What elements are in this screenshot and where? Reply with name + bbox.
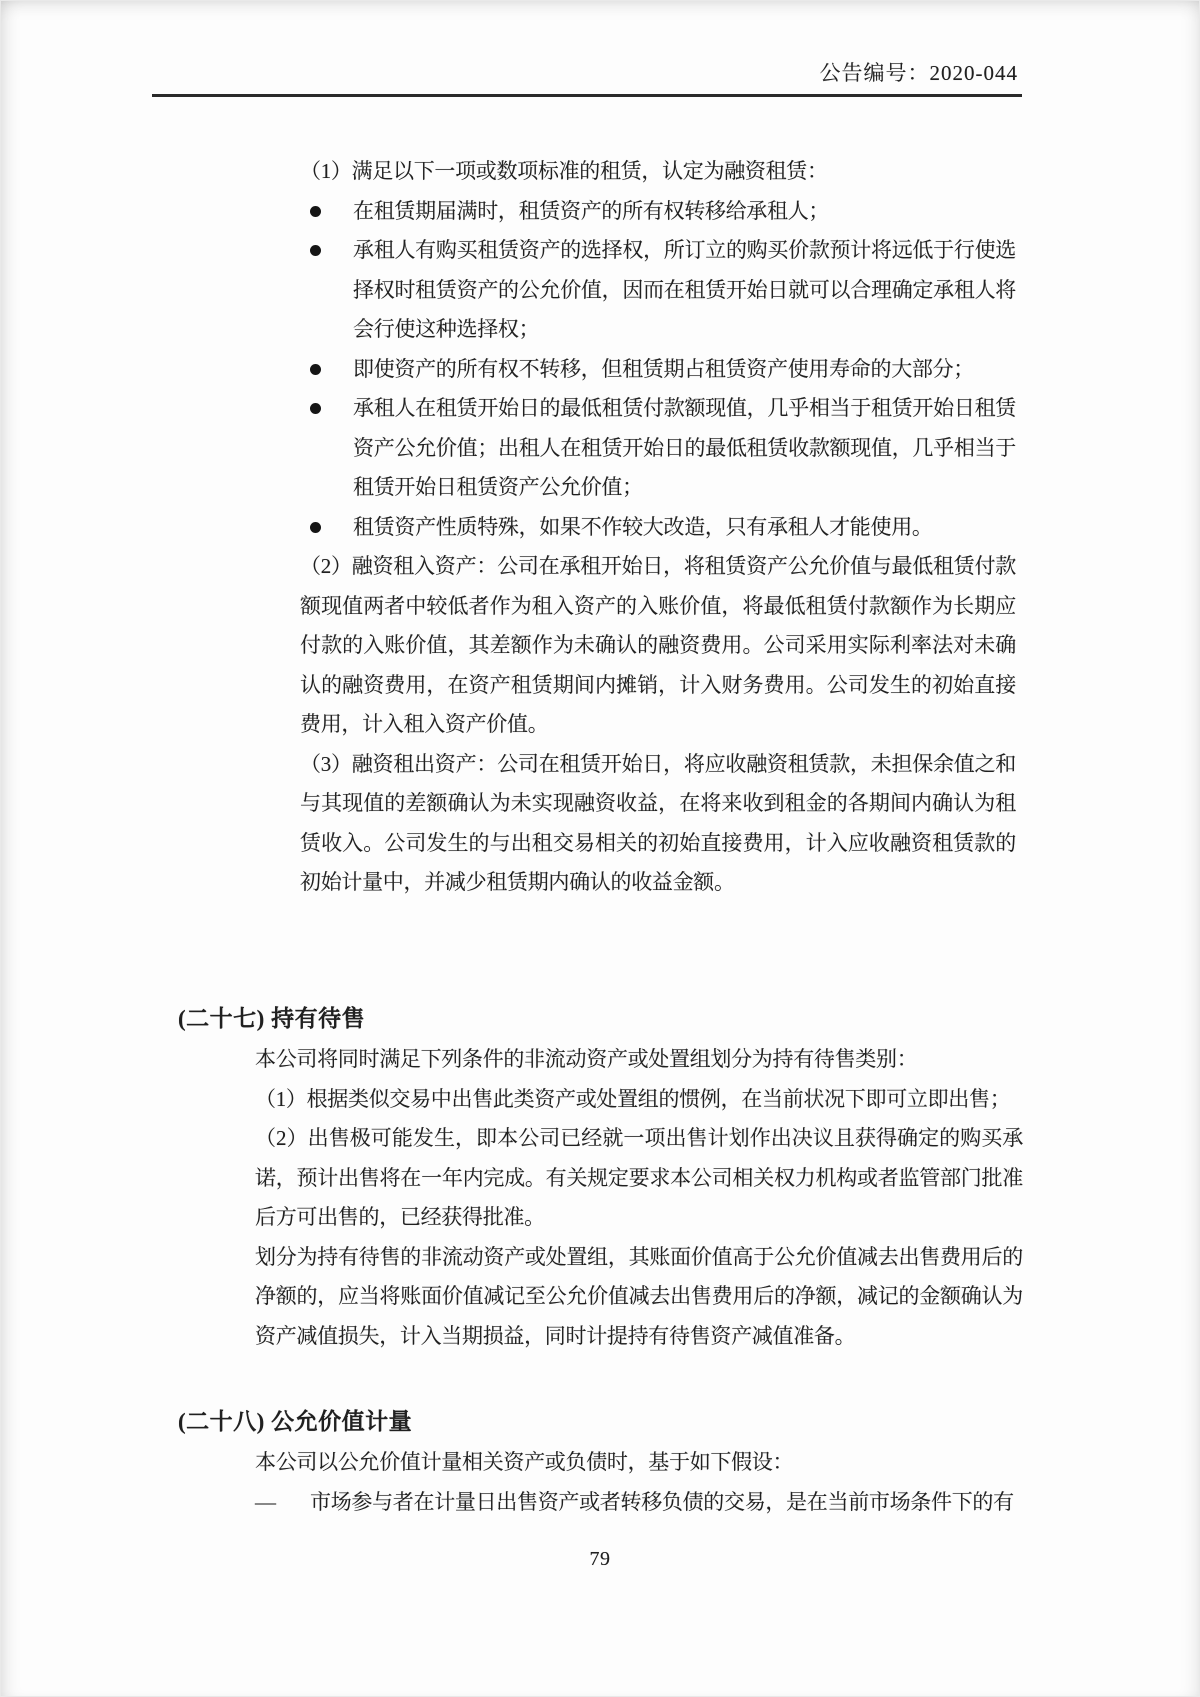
paragraph: （1）根据类似交易中出售此类资产或处置组的惯例，在当前状况下即可立即出售； [255,1086,1011,1111]
dash-icon: — [255,1489,276,1514]
list-item-text: 即使资产的所有权不转移，但租赁期占租赁资产使用寿命的大部分； [353,356,974,381]
bullet-icon [310,245,321,256]
leased-in-assets-paragraph: （2）融资租入资产：公司在承租开始日，将租赁资产公允价值与最低租赁付款额现值两者中较低者作为租入资产的入账价值，将最低租赁付款额作为长期应付款的入账价值，其差额作为未确认的融资费用。公司采用实际利率法对未确认的融资费用，在资产租赁期间内摊销，计入财务费用。公司发生的初始直接费用，计入租入资产价值。 [300,554,1016,736]
list-item-text: 市场参与者在计量日出售资产或者转移负债的交易，是在当前市场条件下的有 [310,1489,1014,1514]
announcement-number: 公告编号：2020-044 [819,61,1018,85]
list-item [300,192,1016,232]
held-for-sale-section [255,1040,1023,1356]
finance-lease-section [300,152,1016,903]
dash-list-item [255,1483,1023,1523]
bullet-icon [310,364,321,375]
list-item [300,231,1016,350]
bullet-icon [310,403,321,414]
list-item [300,389,1016,508]
section-27-heading: (二十七) 持有待售 [178,1006,366,1031]
leased-out-assets-paragraph: （3）融资租出资产：公司在租赁开始日，将应收融资租赁款，未担保余值之和与其现值的差额确认为未实现融资收益，在将来收到租金的各期间内确认为租赁收入。公司发生的与出租交易相关的初始直接费用，计入应收融资租赁款的初始计量中，并减少租赁期内确认的收益金额。 [300,751,1016,894]
paragraph: 本公司将同时满足下列条件的非流动资产或处置组划分为持有待售类别： [255,1047,918,1071]
page-number: 79 [589,1548,611,1570]
list-item-text: 承租人在租赁开始日的最低租赁付款额现值，几乎相当于租赁开始日租赁资产公允价值；出租人在租赁开始日的最低租赁收款额现值，几乎相当于租赁开始日租赁资产公允价值； [353,396,1016,499]
list-item-text: 承租人有购买租赁资产的选择权，所订立的购买价款预计将远低于行使选择权时租赁资产的公允价值，因而在租赁开始日就可以合理确定承租人将会行使这种选择权； [353,238,1016,341]
paragraph: 划分为持有待售的非流动资产或处置组，其账面价值高于公允价值减去出售费用后的净额的，应当将账面价值减记至公允价值减去出售费用后的净额，减记的金额确认为资产减值损失，计入当期损益，同时计提持有待售资产减值准备。 [255,1244,1023,1348]
list-item [300,350,1016,390]
bullet-icon [310,522,321,533]
bullet-icon [310,206,321,217]
list-item-text: 在租赁期届满时，租赁资产的所有权转移给承租人； [353,198,830,223]
paragraph: （2）出售极可能发生，即本公司已经就一项出售计划作出决议且获得确定的购买承诺，预计出售将在一年内完成。有关规定要求本公司相关权力机构或者监管部门批准后方可出售的，已经获得批准。 [255,1126,1023,1229]
paragraph: 本公司以公允价值计量相关资产或负债时，基于如下假设： [255,1450,794,1474]
lease-criteria-intro: （1）满足以下一项或数项标准的租赁，认定为融资租赁： [300,159,828,183]
fair-value-section [255,1443,1023,1522]
header-rule [152,94,1022,97]
list-item [300,508,1016,548]
list-item-text: 租赁资产性质特殊，如果不作较大改造，只有承租人才能使用。 [353,514,933,539]
section-28-heading: (二十八) 公允价值计量 [178,1409,413,1434]
